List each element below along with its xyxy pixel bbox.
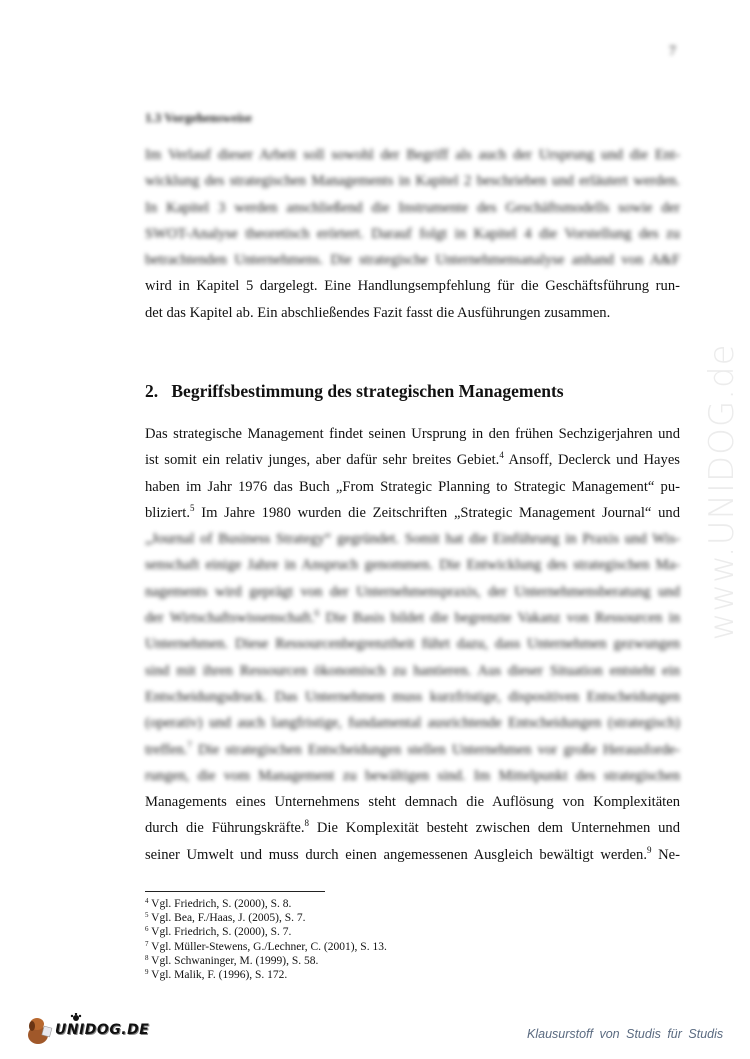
text-line (145, 474, 680, 500)
footnote-separator (145, 891, 325, 892)
footnote-text: Vgl. Schwaninger, M. (1999), S. 58. (148, 954, 319, 967)
line-text: durch die Führungskräfte. (145, 820, 305, 837)
footnote (145, 897, 387, 911)
text-line: Im Verlauf dieser Arbeit soll sowohl der Begriff als auch der Ursprung und die Ent- (145, 147, 680, 163)
section-heading-1-3: 1.3 Vorgehensweise (145, 110, 252, 125)
text-line (145, 421, 680, 447)
text-line (145, 552, 680, 578)
line-text: bliziert. (145, 504, 190, 521)
line-text: senschaft einige Jahre in Anspruch genommen. Die Entwicklung des strategischen Ma- (145, 557, 680, 574)
text-line (145, 710, 680, 736)
line-text: treffen. (145, 741, 188, 758)
chapter-heading (145, 381, 564, 402)
text-line: det das Kapitel ab. Ein abschließendes Fazit fasst die Ausführungen zusammen. (145, 304, 611, 321)
footnote (145, 911, 387, 925)
line-text: Ne- (651, 846, 680, 863)
footnote-number: 5 (145, 911, 149, 920)
text-line: wicklung des strategischen Managements in Kapitel 2 beschrieben und erläutert werden. (145, 173, 680, 190)
watermark: www.UNIDOG.de (702, 343, 742, 641)
text-line (145, 737, 680, 763)
chapter-number: 2. (145, 381, 159, 401)
text-line (145, 605, 680, 631)
footnote-number: 6 (145, 925, 149, 934)
line-text: (operativ) und auch langfristige, fundamental ausrichtende Entscheidungen (strategisch) (145, 715, 680, 732)
line-text: haben im Jahr 1976 das Buch „From Strategic Planning to Strategic Management“ pu- (145, 478, 680, 495)
footnote-text: Vgl. Malik, F. (1996), S. 172. (148, 969, 288, 982)
text-line (145, 500, 680, 526)
footnote-number: 8 (145, 953, 149, 962)
footnote (145, 940, 387, 954)
line-text: rungen, die vom Management zu bewältigen sind. Im Mittelpunkt des strategischen (145, 767, 680, 784)
line-text: Entscheidungsdruck. Das Unternehmen muss kurzfristige, dispositiven Entscheidungen (145, 688, 680, 705)
footnote (145, 968, 387, 982)
text-line (145, 526, 680, 552)
line-text: sind mit ihren Ressourcen ökonomisch zu hantieren. Aus dieser Situation entsteht ein (145, 662, 680, 679)
footnote-ref[interactable]: 4 (499, 450, 504, 461)
text-line (145, 815, 680, 841)
line-text: Die Basis bildet die begrenzte Vakanz von Ressourcen in (319, 610, 680, 627)
text-line (145, 789, 680, 815)
line-text: Ansoff, Declerck und Hayes (503, 452, 680, 469)
footnote-number: 9 (145, 968, 149, 977)
footnote-ref[interactable]: 9 (646, 844, 652, 855)
text-line (145, 842, 680, 868)
text-line (145, 579, 680, 605)
line-text: seiner Umwelt und muss durch einen angemessenen Ausgleich bewältigt werden. (145, 846, 647, 863)
footnote-ref[interactable]: 5 (189, 502, 195, 513)
line-text: Im Jahre 1980 wurden die Zeitschriften „Strategic Management Journal“ und (194, 504, 680, 521)
text-line (145, 447, 680, 473)
footnote-ref[interactable]: 8 (304, 818, 310, 829)
text-line (145, 684, 680, 710)
page-number: 7 (669, 44, 676, 59)
line-text: Managements eines Unternehmens steht demnach die Auflösung von Komplexitäten (145, 794, 680, 811)
line-text: nagements wird geprägt von der Unternehmenspraxis, der Unternehmensberatung und (145, 583, 680, 600)
logo-text: UNIDOG.DE (55, 1022, 150, 1038)
footnote-ref[interactable]: 6 (314, 608, 320, 619)
footnote (145, 954, 387, 968)
footnote-ref[interactable]: 7 (187, 739, 192, 750)
paragraph-vorgehensweise (145, 142, 680, 326)
text-line: betrachtenden Unternehmens. Die strategische Unternehmensanalyse anhand von A&F (145, 252, 680, 269)
line-text: Die strategischen Entscheidungen stellen Unternehmen vor große Herausforde- (191, 741, 680, 758)
line-text: Die Komplexität besteht zwischen dem Unternehmen und (309, 820, 680, 837)
line-text: „Journal of Business Strategy“ gegründet. Somit hat die Einführung in Praxis und Wis- (145, 531, 680, 548)
text-line: SWOT-Analyse theoretisch erörtert. Darauf folgt in Kapitel 4 die Vorstellung des zu (145, 225, 680, 242)
footnote-number: 7 (145, 939, 149, 948)
footer-tagline: Klausurstoff von Studis für Studis (527, 1027, 724, 1041)
footnote (145, 925, 387, 939)
text-line (145, 658, 680, 684)
text-line: wird in Kapitel 5 dargelegt. Eine Handlungsempfehlung für die Geschäftsführung run- (145, 278, 680, 295)
line-text: Unternehmen. Diese Ressourcenbegrenztheit führt dazu, dass Unternehmen gezwungen (145, 636, 680, 653)
footnote-text: Vgl. Bea, F./Haas, J. (2005), S. 7. (148, 912, 306, 925)
text-line (145, 763, 680, 789)
footnotes (145, 897, 387, 982)
line-text: der Wirtschaftswissenschaft. (145, 610, 315, 627)
footnote-text: Vgl. Friedrich, S. (2000), S. 7. (148, 926, 292, 939)
chapter-title: Begriffsbestimmung des strategischen Managements (171, 381, 564, 401)
footnote-number: 4 (145, 897, 149, 905)
line-text: ist somit ein relativ junges, aber dafür sehr breites Gebiet. (145, 452, 500, 469)
footnote-text: Vgl. Müller-Stewens, G./Lechner, C. (2001), S. 13. (148, 940, 387, 953)
text-line: In Kapitel 3 werden anschließend die Instrumente des Geschäftsmodells sowie der (145, 199, 680, 216)
text-line (145, 631, 680, 657)
paragraph-begriffsbestimmung (145, 421, 680, 868)
line-text: Das strategische Management findet seinen Ursprung in den frühen Sechzigerjahren und (145, 426, 680, 442)
footnote-text: Vgl. Friedrich, S. (2000), S. 8. (148, 898, 292, 910)
